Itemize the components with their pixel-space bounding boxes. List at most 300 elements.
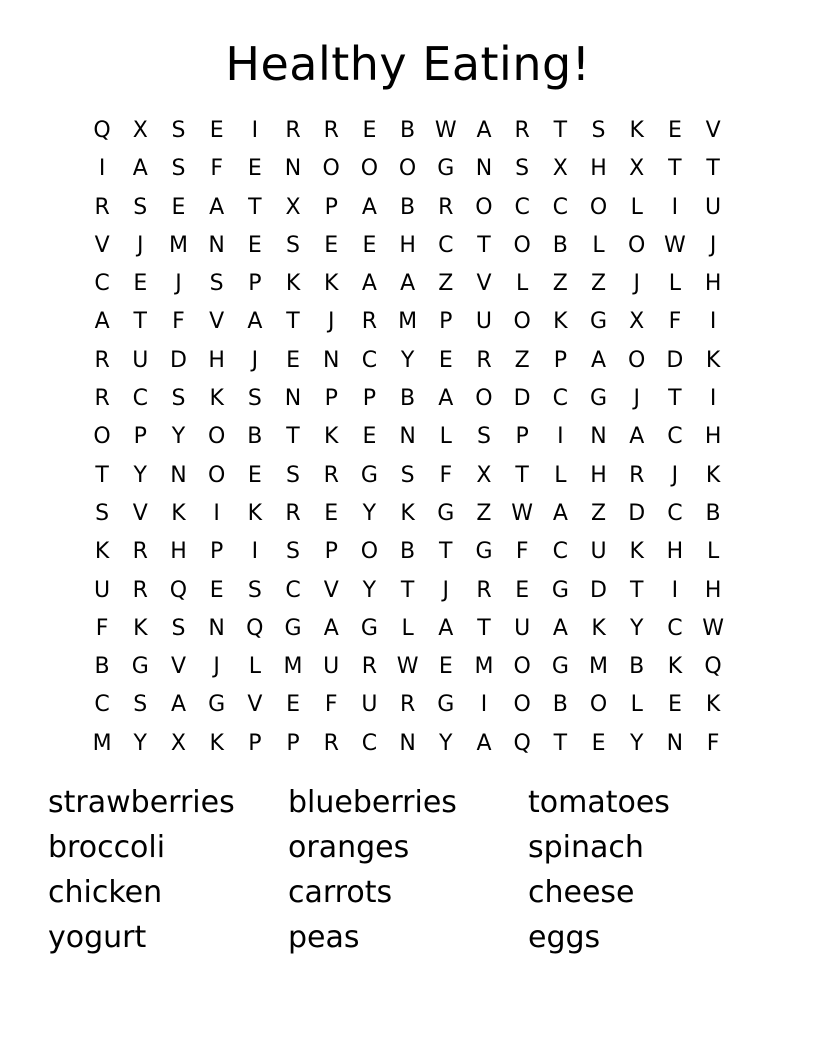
grid-letter: V — [209, 309, 225, 335]
grid-letter: Z — [438, 271, 454, 297]
grid-letter: U — [132, 347, 149, 373]
page-title: Healthy Eating! — [225, 37, 591, 91]
grid-letter: R — [323, 118, 339, 143]
grid-letter: E — [133, 271, 148, 297]
grid-letter: R — [476, 347, 492, 373]
grid-letter: H — [590, 156, 607, 182]
grid-letter: K — [285, 271, 301, 297]
grid-letter: S — [133, 692, 148, 718]
grid-letter: R — [94, 194, 110, 220]
grid-letter: N — [322, 347, 340, 373]
grid-letter: Z — [590, 271, 607, 297]
grid-letter: L — [592, 232, 605, 258]
grid-letter: K — [247, 500, 263, 526]
word-list-item: yogurt — [48, 920, 147, 955]
grid-letter: I — [480, 692, 488, 718]
word-list-item: carrots — [288, 875, 393, 910]
grid-letter: W — [702, 615, 724, 641]
grid-letter: L — [439, 424, 452, 450]
grid-letter: T — [515, 462, 529, 488]
grid-letter: D — [590, 577, 607, 603]
word-list-item: spinach — [528, 830, 644, 865]
word-list-item: cheese — [528, 875, 635, 910]
grid-letter: F — [95, 615, 109, 641]
grid-letter: R — [94, 347, 110, 373]
grid-letter: F — [706, 730, 720, 756]
grid-letter: J — [251, 347, 259, 373]
grid-letter: V — [132, 500, 148, 526]
grid-letter: B — [94, 654, 110, 680]
grid-letter: A — [438, 386, 454, 412]
grid-letter: N — [475, 156, 493, 182]
grid-letter: S — [591, 118, 606, 143]
grid-letter: A — [361, 194, 377, 220]
grid-letter: J — [213, 654, 220, 680]
grid-letter: C — [361, 730, 378, 756]
grid-letter: W — [434, 118, 457, 143]
grid-letter: R — [476, 577, 492, 603]
grid-letter: P — [248, 271, 262, 297]
grid-letter: T — [439, 539, 453, 565]
grid-letter: P — [515, 424, 529, 450]
grid-letter: K — [400, 500, 415, 526]
grid-letter: P — [324, 194, 338, 220]
grid-letter: B — [400, 118, 416, 143]
grid-letter: S — [171, 118, 186, 143]
grid-letter: P — [133, 424, 147, 450]
grid-letter: A — [438, 615, 454, 641]
grid-letter: K — [705, 347, 721, 373]
grid-letter: J — [137, 232, 144, 258]
grid-letter: T — [668, 156, 682, 182]
grid-letter: E — [667, 692, 682, 718]
grid-letter: M — [589, 654, 609, 680]
grid-letter: U — [590, 539, 607, 565]
grid-letter: P — [362, 386, 377, 412]
grid-letter: D — [169, 347, 187, 373]
grid-letter: L — [630, 194, 643, 220]
grid-letter: X — [629, 156, 645, 182]
grid-letter: Y — [362, 500, 377, 526]
grid-letter: J — [671, 462, 679, 488]
grid-letter: U — [323, 654, 340, 680]
grid-letter: T — [400, 577, 415, 603]
grid-letter: G — [360, 462, 378, 488]
grid-letter: X — [629, 309, 645, 335]
grid-letter: N — [284, 386, 302, 412]
grid-letter: P — [248, 730, 262, 756]
grid-letter: K — [553, 309, 568, 335]
grid-letter: S — [209, 271, 224, 297]
grid-letter: R — [132, 539, 148, 565]
grid-letter: C — [552, 539, 569, 565]
grid-letter: X — [132, 118, 148, 143]
grid-letter: E — [362, 424, 377, 450]
grid-letter: G — [590, 309, 608, 335]
grid-letter: R — [629, 462, 645, 488]
grid-letter: T — [553, 730, 568, 756]
grid-letter: A — [629, 424, 645, 450]
grid-letter: A — [552, 615, 568, 641]
grid-letter: N — [399, 730, 416, 756]
grid-letter: N — [399, 424, 416, 450]
grid-letter: E — [515, 577, 530, 603]
grid-letter: T — [477, 232, 491, 258]
grid-letter: Y — [362, 577, 377, 603]
grid-letter: T — [286, 424, 300, 450]
grid-letter: A — [476, 118, 492, 143]
grid-letter: O — [513, 692, 531, 718]
grid-letter: K — [705, 692, 721, 718]
grid-letter: A — [400, 271, 416, 297]
grid-letter: F — [439, 462, 453, 488]
grid-letter: E — [362, 232, 377, 258]
grid-letter: H — [170, 539, 187, 565]
grid-letter: V — [476, 271, 492, 297]
grid-letter: W — [511, 500, 534, 526]
grid-letter: Y — [400, 347, 415, 373]
word-list-item: oranges — [288, 830, 410, 865]
grid-letter: L — [554, 462, 567, 488]
grid-letter: N — [208, 615, 225, 641]
grid-letter: O — [475, 386, 493, 412]
grid-letter: K — [209, 730, 224, 756]
grid-letter: T — [553, 118, 568, 143]
grid-letter: V — [170, 654, 186, 680]
grid-letter: T — [95, 462, 109, 488]
grid-letter: Z — [514, 347, 530, 373]
grid-letter: D — [666, 347, 684, 373]
grid-letter: P — [553, 347, 567, 373]
grid-letter: K — [171, 500, 186, 526]
grid-letter: B — [629, 654, 645, 680]
grid-letter: A — [552, 500, 568, 526]
grid-letter: G — [360, 615, 378, 641]
grid-letter: D — [513, 386, 531, 412]
grid-letter: Z — [590, 500, 607, 526]
grid-letter: C — [552, 194, 569, 220]
grid-letter: K — [667, 654, 683, 680]
grid-letter: Q — [513, 730, 531, 756]
grid-letter: K — [591, 615, 606, 641]
grid-letter: K — [133, 615, 148, 641]
grid-letter: C — [132, 386, 148, 412]
word-list-item: eggs — [528, 920, 601, 955]
grid-letter: A — [94, 309, 110, 335]
grid-letter: I — [671, 577, 679, 603]
grid-letter: F — [515, 539, 529, 565]
grid-letter: J — [327, 309, 335, 335]
grid-letter: L — [248, 654, 261, 680]
grid-letter: Y — [133, 730, 147, 756]
grid-letter: J — [633, 271, 640, 297]
grid-letter: H — [590, 462, 607, 488]
grid-letter: H — [666, 539, 684, 565]
grid-letter: S — [286, 232, 301, 258]
grid-letter: C — [552, 386, 569, 412]
grid-letter: F — [324, 692, 338, 718]
grid-letter: Q — [246, 615, 264, 641]
grid-letter: S — [476, 424, 491, 450]
grid-letter: D — [628, 500, 646, 526]
grid-letter: O — [589, 692, 608, 718]
grid-letter: F — [172, 309, 185, 335]
grid-letter: K — [324, 424, 339, 450]
grid-letter: A — [476, 730, 492, 756]
grid-letter: J — [175, 271, 182, 297]
grid-letter: B — [247, 424, 263, 450]
grid-letter: R — [323, 730, 339, 756]
grid-letter: M — [283, 654, 303, 680]
grid-letter: W — [396, 654, 419, 680]
grid-letter: E — [324, 232, 339, 258]
grid-letter: V — [323, 577, 339, 603]
grid-letter: B — [400, 386, 416, 412]
grid-letter: C — [94, 692, 110, 718]
grid-letter: T — [477, 615, 491, 641]
grid-letter: F — [668, 309, 682, 335]
grid-letter: H — [399, 232, 416, 258]
grid-letter: O — [475, 194, 493, 220]
grid-letter: M — [92, 730, 112, 756]
word-list-item: tomatoes — [528, 785, 670, 820]
grid-letter: S — [515, 156, 530, 182]
grid-letter: B — [552, 232, 568, 258]
grid-letter: S — [171, 156, 186, 182]
grid-letter: S — [171, 386, 186, 412]
grid-letter: U — [361, 692, 378, 718]
word-list — [48, 780, 768, 960]
grid-letter: R — [94, 386, 110, 412]
grid-letter: I — [709, 386, 717, 412]
grid-letter: C — [94, 271, 110, 297]
grid-letter: I — [213, 500, 220, 526]
grid-letter: K — [94, 539, 110, 565]
grid-letter: B — [552, 692, 568, 718]
grid-letter: U — [514, 615, 531, 641]
word-list-item: peas — [288, 920, 360, 955]
grid-letter: O — [93, 424, 111, 450]
grid-letter: K — [629, 118, 644, 143]
word-list-item: broccoli — [48, 830, 166, 865]
grid-letter: J — [633, 386, 640, 412]
grid-letter: O — [360, 156, 379, 182]
grid-letter: A — [170, 692, 186, 718]
grid-letter: G — [437, 500, 455, 526]
grid-letter: M — [168, 232, 188, 258]
grid-letter: P — [210, 539, 224, 565]
grid-letter: E — [438, 347, 453, 373]
grid-letter: I — [251, 118, 259, 143]
grid-letter: Z — [552, 271, 568, 297]
grid-letter: E — [362, 118, 377, 143]
grid-letter: X — [170, 730, 186, 756]
grid-letter: E — [209, 118, 224, 143]
grid-letter: G — [590, 386, 608, 412]
grid-letter: Q — [93, 118, 111, 143]
grid-letter: E — [324, 500, 339, 526]
grid-letter: Y — [171, 424, 186, 450]
grid-letter: M — [398, 309, 418, 335]
grid-letter: O — [628, 232, 646, 258]
grid-letter: G — [551, 577, 569, 603]
grid-letter: S — [247, 386, 262, 412]
grid-letter: R — [514, 118, 530, 143]
grid-letter: N — [170, 462, 187, 488]
grid-letter: A — [591, 347, 607, 373]
grid-letter: C — [514, 194, 530, 220]
word-list-item: strawberries — [48, 785, 235, 820]
grid-letter: T — [133, 309, 147, 335]
grid-letter: O — [398, 156, 417, 182]
grid-letter: S — [95, 500, 110, 526]
grid-letter: E — [286, 347, 300, 373]
grid-letter: N — [666, 730, 684, 756]
grid-letter: S — [133, 194, 148, 220]
grid-letter: K — [209, 386, 224, 412]
grid-letter: W — [664, 232, 686, 258]
grid-letter: K — [629, 539, 644, 565]
grid-letter: O — [207, 424, 226, 450]
grid-letter: L — [706, 539, 720, 565]
grid-letter: O — [513, 309, 531, 335]
grid-letter: R — [285, 118, 301, 143]
grid-letter: I — [251, 539, 259, 565]
grid-letter: E — [286, 692, 300, 718]
grid-letter: Y — [439, 730, 453, 756]
grid-letter: T — [668, 386, 682, 412]
grid-letter: L — [516, 271, 529, 297]
grid-letter: Y — [629, 615, 644, 641]
grid-letter: P — [286, 730, 300, 756]
grid-letter: T — [706, 156, 720, 182]
grid-letter: S — [247, 577, 262, 603]
grid-letter: E — [247, 232, 262, 258]
grid-letter: C — [361, 347, 378, 373]
grid-letter: L — [668, 271, 682, 297]
grid-letter: H — [208, 347, 225, 373]
grid-letter: K — [705, 462, 721, 488]
grid-letter: B — [400, 194, 416, 220]
grid-letter: L — [401, 615, 414, 641]
grid-letter: N — [590, 424, 607, 450]
grid-letter: E — [667, 118, 682, 143]
grid-letter: X — [476, 462, 492, 488]
grid-letter: T — [629, 577, 644, 603]
grid-letter: J — [709, 232, 717, 258]
grid-letter: S — [286, 539, 301, 565]
grid-letter: F — [210, 156, 223, 182]
grid-letter: N — [284, 156, 302, 182]
grid-letter: G — [551, 654, 569, 680]
grid-letter: O — [207, 462, 226, 488]
grid-letter: A — [132, 156, 148, 182]
word-list-item: chicken — [48, 875, 163, 910]
grid-letter: I — [709, 309, 717, 335]
grid-letter: C — [667, 615, 683, 641]
letter-grid — [83, 112, 732, 763]
grid-letter: E — [591, 730, 606, 756]
grid-letter: V — [94, 232, 110, 258]
grid-letter: E — [247, 462, 262, 488]
grid-letter: V — [705, 118, 721, 143]
grid-letter: A — [323, 615, 339, 641]
grid-letter: M — [474, 654, 494, 680]
grid-letter: H — [704, 577, 722, 603]
grid-letter: G — [208, 692, 226, 718]
grid-letter: P — [324, 539, 338, 565]
grid-letter: Y — [133, 462, 147, 488]
grid-letter: Q — [169, 577, 188, 603]
grid-letter: C — [285, 577, 301, 603]
grid-letter: S — [286, 462, 301, 488]
grid-letter: G — [284, 615, 302, 641]
grid-letter: E — [438, 654, 453, 680]
grid-letter: R — [132, 577, 148, 603]
grid-letter: U — [475, 309, 493, 335]
grid-letter: R — [323, 462, 339, 488]
grid-letter: P — [439, 309, 453, 335]
grid-letter: R — [361, 654, 378, 680]
grid-letter: T — [248, 194, 262, 220]
grid-letter: H — [704, 271, 722, 297]
grid-letter: O — [513, 654, 531, 680]
grid-letter: R — [438, 194, 454, 220]
grid-letter: X — [285, 194, 301, 220]
grid-letter: K — [324, 271, 339, 297]
grid-letter: E — [247, 156, 262, 182]
grid-letter: Y — [629, 730, 644, 756]
grid-letter: N — [208, 232, 225, 258]
grid-letter: B — [400, 539, 416, 565]
grid-letter: Z — [476, 500, 492, 526]
grid-letter: O — [360, 539, 379, 565]
grid-letter: R — [399, 692, 416, 718]
grid-letter: L — [630, 692, 643, 718]
grid-letter: S — [400, 462, 415, 488]
grid-letter: B — [705, 500, 721, 526]
grid-letter: I — [98, 156, 106, 182]
grid-letter: J — [442, 577, 450, 603]
grid-letter: G — [475, 539, 493, 565]
grid-letter: H — [704, 424, 722, 450]
grid-letter: U — [705, 194, 722, 220]
grid-letter: I — [671, 194, 679, 220]
grid-letter: V — [247, 692, 263, 718]
grid-letter: O — [322, 156, 340, 182]
grid-letter: Q — [704, 654, 722, 680]
grid-letter: I — [557, 424, 564, 450]
grid-letter: X — [552, 156, 568, 182]
grid-letter: G — [437, 692, 455, 718]
grid-letter: O — [513, 232, 531, 258]
grid-letter: R — [361, 309, 378, 335]
word-list-item: blueberries — [288, 785, 457, 820]
grid-letter: C — [667, 424, 683, 450]
grid-letter: A — [209, 194, 225, 220]
grid-letter: C — [667, 500, 683, 526]
grid-letter: R — [285, 500, 301, 526]
grid-letter: P — [324, 386, 338, 412]
grid-letter: O — [628, 347, 646, 373]
grid-letter: A — [361, 271, 377, 297]
grid-letter: A — [247, 309, 263, 335]
grid-letter: E — [171, 194, 186, 220]
grid-letter: O — [589, 194, 608, 220]
grid-letter: G — [131, 654, 149, 680]
grid-letter: G — [437, 156, 455, 182]
grid-letter: U — [94, 577, 111, 603]
